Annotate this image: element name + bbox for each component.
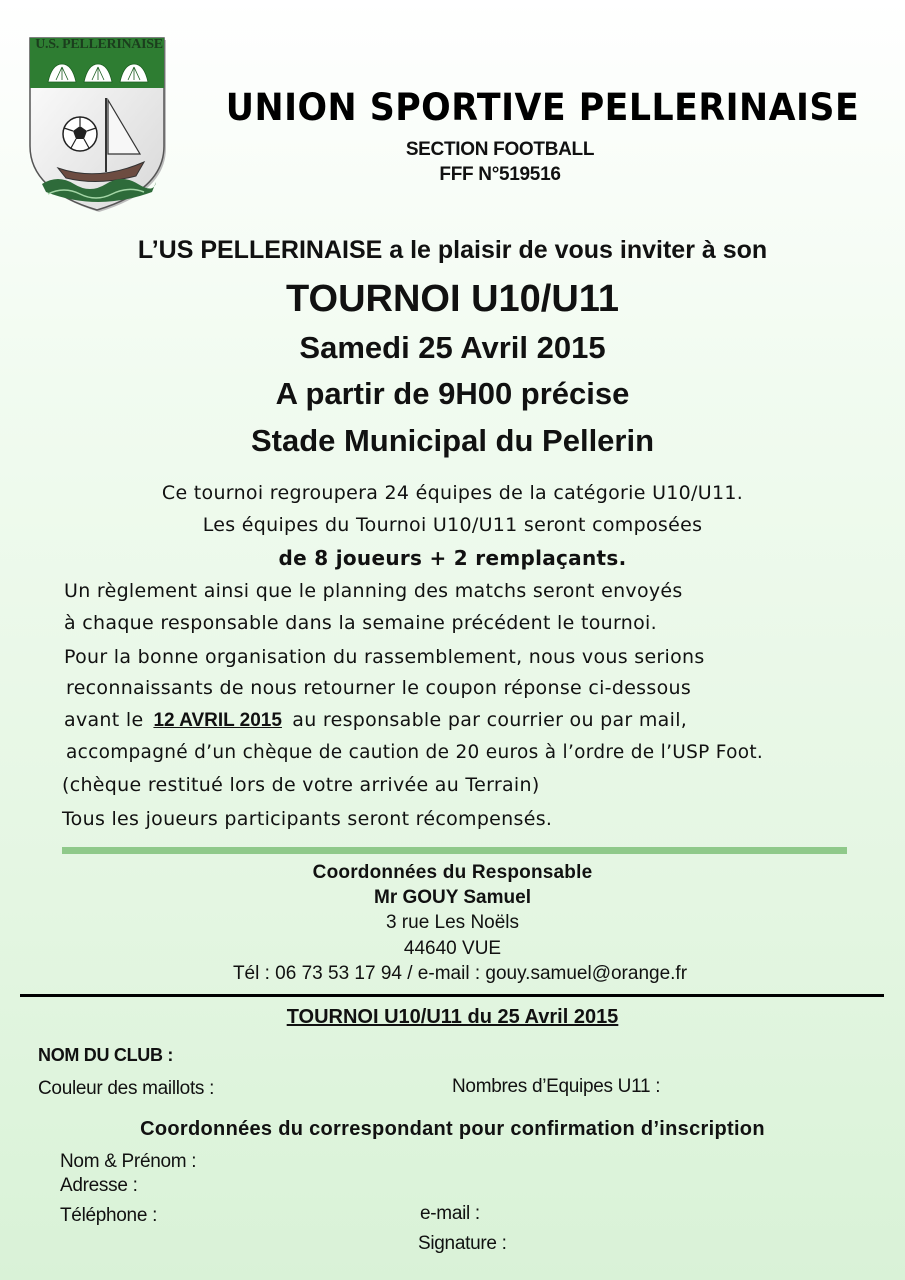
body-line: Pour la bonne organisation du rassemblement, nous vous serions: [64, 646, 705, 668]
deadline-date: 12 AVRIL 2015: [153, 710, 282, 731]
jersey-color-label: Couleur des maillots :: [38, 1078, 215, 1099]
section-label: SECTION FOOTBALL: [405, 139, 595, 160]
form-title: TOURNOI U10/U11 du 25 Avril 2015: [286, 1006, 619, 1028]
deadline-prefix: avant le: [64, 709, 144, 731]
club-logo: [28, 36, 170, 216]
contact-heading: Coordonnées du Responsable: [312, 862, 593, 883]
signature-label: Signature :: [418, 1233, 507, 1254]
body-line: Ce tournoi regroupera 24 équipes de la catégorie U10/U11.: [161, 482, 744, 504]
deadline-line: [64, 709, 687, 732]
body-line: à chaque responsable dans la semaine précédent le tournoi.: [64, 612, 657, 634]
phone-label: Téléphone :: [60, 1205, 158, 1226]
green-divider: [62, 847, 847, 854]
black-divider: [20, 994, 884, 997]
tournament-venue: Stade Municipal du Pellerin: [250, 423, 655, 458]
tournament-date: Samedi 25 Avril 2015: [299, 330, 606, 365]
contact-name: Mr GOUY Samuel: [374, 887, 531, 908]
body-line: Tous les joueurs participants seront récompensés.: [62, 808, 553, 830]
address-label: Adresse :: [60, 1175, 138, 1196]
body-line: Les équipes du Tournoi U10/U11 seront composées: [202, 514, 703, 536]
fff-number: FFF N°519516: [439, 164, 561, 185]
team-composition: de 8 joueurs + 2 remplaçants.: [278, 546, 627, 570]
tournament-title: TOURNOI U10/U11: [286, 278, 619, 320]
contact-phone-email: Tél : 06 73 53 17 94 / e-mail : gouy.samuel@orange.fr: [232, 963, 688, 984]
club-name: UNION SPORTIVE PELLERINAISE: [225, 86, 860, 129]
name-label: Nom & Prénom :: [60, 1151, 197, 1172]
body-line: reconnaissants de nous retourner le coupon réponse ci-dessous: [66, 677, 692, 699]
teams-count-label: Nombres d’Equipes U11 :: [452, 1076, 661, 1097]
invite-line: L’US PELLERINAISE a le plaisir de vous inviter à son: [137, 236, 768, 264]
logo-text: U.S. PELLERINAISE: [35, 37, 163, 52]
body-line: accompagné d’un chèque de caution de 20 euros à l’ordre de l’USP Foot.: [66, 742, 764, 763]
email-label: e-mail :: [420, 1203, 480, 1224]
body-line: Un règlement ainsi que le planning des matchs seront envoyés: [64, 580, 683, 602]
contact-city: 44640 VUE: [403, 938, 502, 959]
deadline-suffix: au responsable par courrier ou par mail,: [292, 709, 688, 731]
correspondent-heading: Coordonnées du correspondant pour confirmation d’inscription: [140, 1118, 765, 1140]
contact-street: 3 rue Les Noëls: [385, 912, 520, 933]
club-name-label: NOM DU CLUB :: [38, 1045, 174, 1065]
body-line: (chèque restitué lors de votre arrivée au Terrain): [62, 774, 540, 796]
tournament-time: A partir de 9H00 précise: [275, 376, 630, 411]
